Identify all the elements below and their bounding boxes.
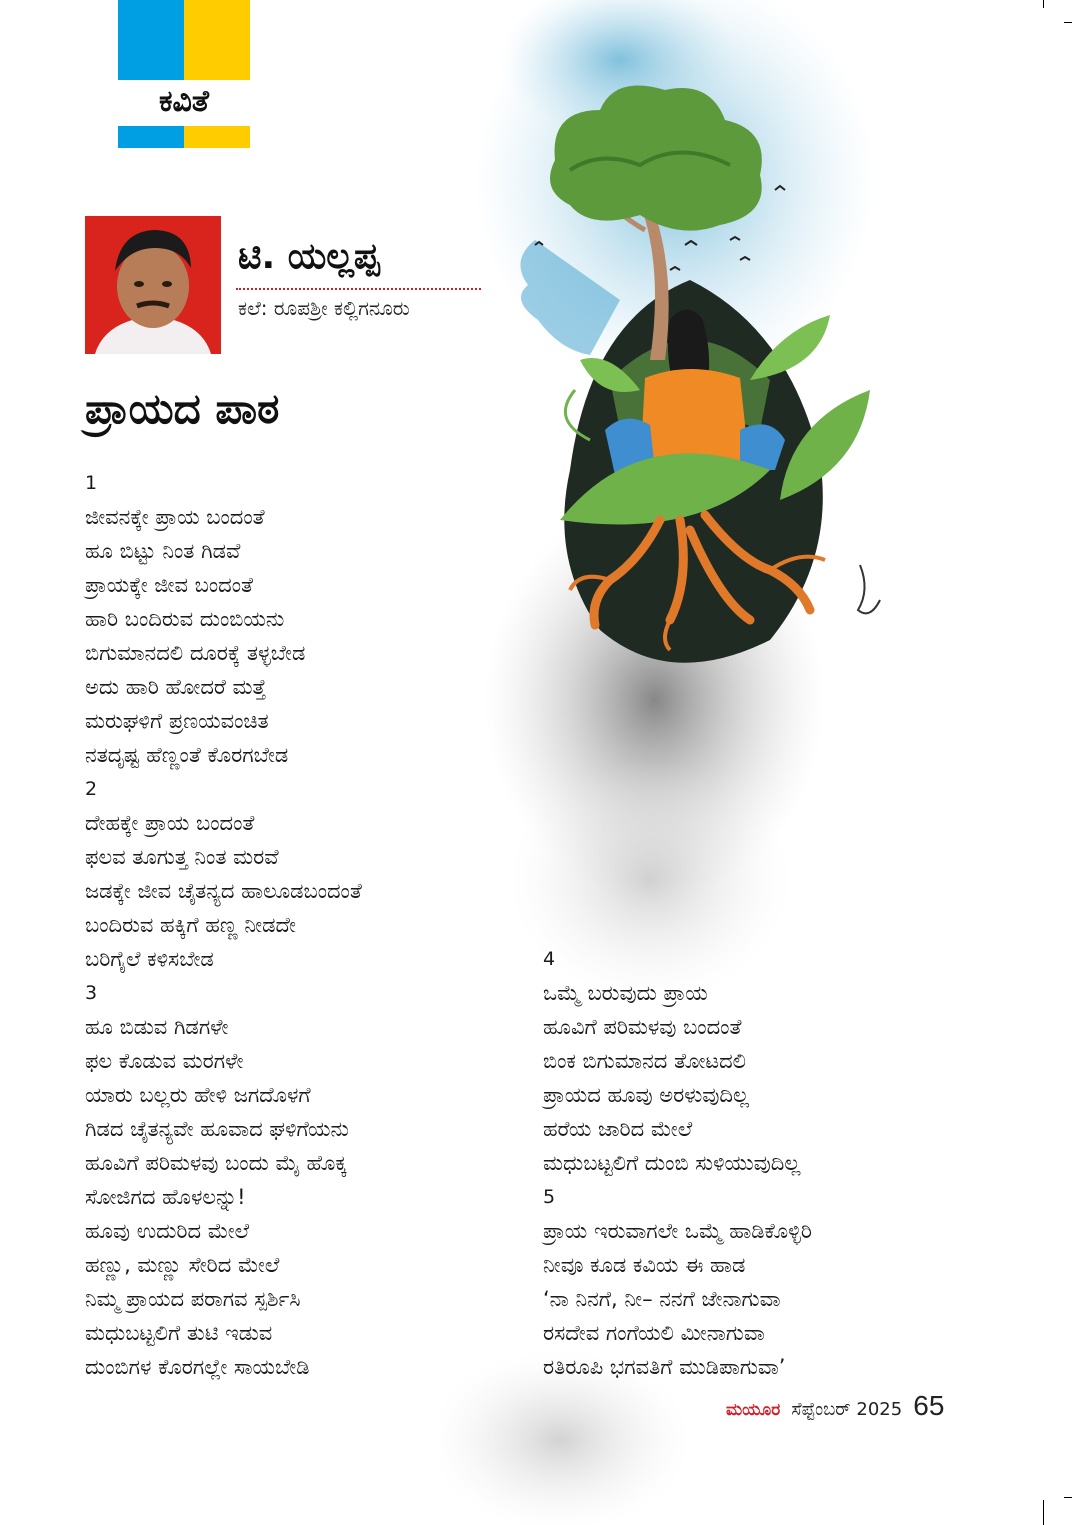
poem-line: ಮರುಘಳಿಗೆ ಪ್ರಣಯವಂಚಿತ	[85, 709, 269, 733]
poem-line: ನೀವೂ ಕೂಡ ಕವಿಯ ಈ ಹಾಡ	[543, 1253, 746, 1277]
page-footer	[726, 1390, 944, 1422]
stanza-number: 4	[543, 948, 556, 970]
poem-line: ಹಣ್ಣು, ಮಣ್ಣು ಸೇರಿದ ಮೇಲೆ	[85, 1253, 280, 1277]
crop-mark	[1064, 1497, 1072, 1498]
poem-line: ‘ನಾ ನಿನಗೆ, ನೀ– ನನಗೆ ಜೇನಾಗುವಾ	[543, 1287, 781, 1311]
poem-line: ಜೀವನಕ್ಕೇ ಪ್ರಾಯ ಬಂದಂತೆ	[85, 505, 265, 529]
poem-line: ಬಂದಿರುವ ಹಕ್ಕಿಗೆ ಹಣ್ಣ ನೀಡದೇ	[85, 913, 296, 937]
poem-line: ದೇಹಕ್ಕೇ ಪ್ರಾಯ ಬಂದಂತೆ	[85, 811, 255, 835]
poem-line: ಪ್ರಾಯಕ್ಕೇ ಜೀವ ಬಂದಂತೆ	[85, 573, 253, 597]
poem-left-column	[85, 466, 362, 1384]
art-credit: ಕಲೆ: ರೂಪಶ್ರೀ ಕಲ್ಲಿಗನೂರು	[238, 296, 410, 320]
stanza-number: 5	[543, 1186, 556, 1208]
poem-line: ರತಿರೂಪಿ ಭಗವತಿಗೆ ಮುಡಿಪಾಗುವಾ’	[543, 1355, 786, 1379]
stanza-number: 1	[85, 472, 98, 494]
poem-line: ಫಲವ ತೂಗುತ್ತ ನಿಂತ ಮರವೆ	[85, 845, 279, 869]
section-label: ಕವಿತೆ	[159, 84, 209, 119]
poem-line: ಪ್ರಾಯ ಇರುವಾಗಲೇ ಒಮ್ಮೆ ಹಾಡಿಕೊಳ್ಳಿರಿ	[543, 1219, 813, 1243]
poem-title: ಪ್ರಾಯದ ಪಾಠ	[85, 384, 280, 433]
section-tag	[118, 0, 250, 148]
poem-line: ಒಮ್ಮೆ ಬರುವುದು ಪ್ರಾಯ	[543, 981, 708, 1005]
crop-mark	[1043, 1500, 1044, 1525]
poem-line: ಹಾರಿ ಬಂದಿರುವ ದುಂಬಿಯನು	[85, 607, 285, 631]
poem-line: ಅದು ಹಾರಿ ಹೋದರೆ ಮತ್ತೆ	[85, 675, 267, 699]
poem-line: ಹೂ ಬಿಟ್ಟು ನಿಂತ ಗಿಡವೆ	[85, 539, 241, 563]
poem-line: ಸೋಜಿಗದ ಹೊಳಲನ್ನು!	[85, 1185, 246, 1209]
poem-line: ನತದೃಷ್ಟ ಹೆಣ್ಣಂತೆ ಕೊರಗಬೇಡ	[85, 743, 289, 767]
poem-line: ಜಡಕ್ಕೇ ಜೀವ ಚೈತನ್ಯದ ಹಾಲೂಡಬಂದಂತೆ	[85, 879, 362, 903]
stanza-number: 3	[85, 982, 98, 1004]
poem-line: ನಿಮ್ಮ ಪ್ರಾಯದ ಪರಾಗವ ಸ್ಪರ್ಶಿಸಿ	[85, 1287, 301, 1311]
poem-line: ಹೂವಿಗೆ ಪರಿಮಳವು ಬಂದಂತೆ	[543, 1015, 742, 1039]
magazine-logo: ಮಯೂರ	[726, 1400, 781, 1420]
poem-line: ಹರೆಯ ಜಾರಿದ ಮೇಲೆ	[543, 1117, 693, 1141]
page-number: 65	[913, 1390, 945, 1421]
poem-line: ದುಂಬಿಗಳ ಕೊರಗಲ್ಲೇ ಸಾಯಬೇಡಿ	[85, 1355, 310, 1379]
poem-line: ಹೂ ಬಿಡುವ ಗಿಡಗಳೇ	[85, 1015, 229, 1039]
author-name: ಟಿ. ಯಲ್ಲಪ್ಪ	[238, 236, 380, 277]
crop-mark	[1064, 22, 1072, 23]
poem-line: ಮಧುಬಟ್ಟಲಿಗೆ ದುಂಬಿ ಸುಳಿಯುವುದಿಲ್ಲ	[543, 1151, 801, 1175]
poem-line: ಬಿಂಕ ಬಿಗುಮಾನದ ತೋಟದಲಿ	[543, 1049, 747, 1073]
poem-line: ಬಿಗುಮಾನದಲಿ ದೂರಕ್ಕೆ ತಳ್ಳಬೇಡ	[85, 641, 306, 665]
poem-line: ಪ್ರಾಯದ ಹೂವು ಅರಳುವುದಿಲ್ಲ	[543, 1083, 750, 1107]
poem-right-column	[543, 942, 812, 1384]
poem-line: ಬರಿಗೈಲೆ ಕಳಿಸಬೇಡ	[85, 947, 214, 971]
crop-mark	[1043, 0, 1044, 8]
poem-line: ಹೂವು ಉದುರಿದ ಮೇಲೆ	[85, 1219, 250, 1243]
poem-line: ಫಲ ಕೊಡುವ ಮರಗಳೇ	[85, 1049, 244, 1073]
author-divider	[236, 288, 481, 290]
poem-line: ಯಾರು ಬಲ್ಲರು ಹೇಳಿ ಜಗದೊಳಗೆ	[85, 1083, 311, 1107]
poem-line: ಮಧುಬಟ್ಟಲಿಗೆ ತುಟಿ ಇಡುವ	[85, 1321, 273, 1345]
poem-line: ಗಿಡದ ಚೈತನ್ಯವೇ ಹೂವಾದ ಘಳಿಗೆಯನು	[85, 1117, 349, 1141]
issue-date: ಸೆಪ್ಟೆಂಬರ್ 2025	[791, 1399, 903, 1420]
poem-line: ರಸದೇವ ಗಂಗೆಯಲಿ ಮೀನಾಗುವಾ	[543, 1321, 765, 1345]
stanza-number: 2	[85, 778, 98, 800]
artist-signature	[858, 565, 880, 613]
poem-line: ಹೂವಿಗೆ ಪರಿಮಳವು ಬಂದು ಮೈ ಹೊಕ್ಕ	[85, 1151, 347, 1175]
author-photo	[85, 216, 221, 354]
